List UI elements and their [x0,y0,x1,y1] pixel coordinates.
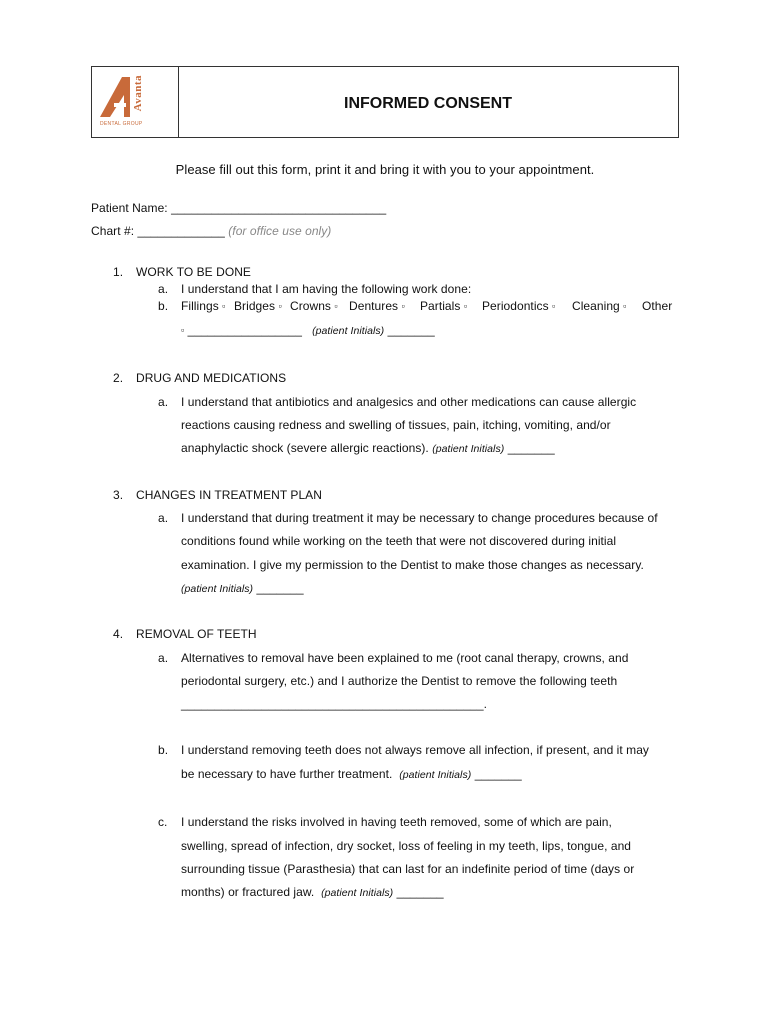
checkbox-icon[interactable]: ▫ [334,301,338,311]
teeth-blank[interactable]: _____________________________________________. [181,697,487,711]
s4-b-line-1: I understand removing teeth does not always remove all infection, if present, and it may [181,743,649,757]
s3-initials [181,581,304,595]
s4-c-line-1: I understand the risks involved in having teeth removed, some of which are pain, [181,815,612,829]
s1-a-text: I understand that I am having the following work done: [181,282,472,296]
option-label: Other [642,299,673,313]
initials-blank[interactable]: _______ [474,767,522,781]
office-use-note: (for office use only) [228,224,332,238]
form-header [91,66,679,138]
initials-label: (patient Initials) [399,769,472,781]
s3-line-2: conditions found while working on the teeth that were not discovered during initial [181,534,617,548]
s2-line-2: reactions causing redness and swelling of tissues, pain, itching, vomiting, and/or [181,418,611,432]
checkbox-icon[interactable]: ▫ [463,301,468,311]
s2-a-marker: a. [158,395,169,409]
checkbox-icon[interactable]: ▫ [181,325,185,335]
patient-name-field[interactable]: Patient Name: ________________________________ [91,201,387,215]
section-3-title: CHANGES IN TREATMENT PLAN [136,488,322,502]
s4-a-marker: a. [158,651,169,665]
section-2-title: DRUG AND MEDICATIONS [136,371,287,385]
s4-c-line-4 [181,885,444,899]
other-row [181,323,435,337]
s4-c-line-4-text: months) or fractured jaw. [181,885,315,899]
section-3-number: 3. [113,488,124,502]
s2-line-3 [181,441,555,455]
section-2-number: 2. [113,371,124,385]
option-periodontics[interactable] [482,299,555,313]
option-bridges[interactable] [234,299,282,313]
initials-label: (patient Initials) [312,325,385,337]
logo [92,67,179,137]
page-title: INFORMED CONSENT [344,95,512,112]
chart-number-field[interactable] [91,224,331,238]
option-label: Bridges [234,299,276,313]
initials-blank[interactable]: _______ [256,581,304,595]
s2-line-3-text: anaphylactic shock (severe allergic reactions). [181,441,429,455]
initials-label: (patient Initials) [181,583,254,595]
logo-subtitle: DENTAL GROUP [100,121,143,127]
s4-c-marker: c. [158,815,168,829]
chart-label: Chart #: _____________ [91,224,229,238]
section-4-title: REMOVAL OF TEETH [136,627,257,641]
checkbox-icon[interactable]: ▫ [278,301,282,311]
option-label: Cleaning [572,299,620,313]
other-blank[interactable]: _________________ [187,323,302,337]
s1-a-marker: a. [158,282,169,296]
checkbox-icon[interactable]: ▫ [552,301,556,311]
option-partials[interactable] [420,299,467,313]
section-4-number: 4. [113,627,124,641]
option-crowns[interactable] [290,299,338,313]
s4-a-line-1: Alternatives to removal have been explained to me (root canal therapy, crowns, and [181,651,629,665]
option-fillings[interactable] [181,299,225,313]
intro-text: Please fill out this form, print it and bring it with you to your appointment. [175,162,595,177]
s4-b-line-2 [181,767,522,781]
initials-blank[interactable]: _______ [387,323,435,337]
s3-line-3: examination. I give my permission to the Dentist to make those changes as necessary. [181,558,644,572]
s4-b-marker: b. [158,743,169,757]
s3-line-1: I understand that during treatment it may be necessary to change procedures because of [181,511,658,525]
option-dentures[interactable] [349,299,405,313]
s4-a-line-2: periodontal surgery, etc.) and I authorize the Dentist to remove the following teeth [181,674,618,688]
checkbox-icon[interactable]: ▫ [222,301,226,311]
initials-blank[interactable]: _______ [507,441,555,455]
s1-b-marker: b. [158,299,169,313]
initials-label: (patient Initials) [321,887,394,899]
option-label: Fillings [181,299,219,313]
option-label: Partials [420,299,461,313]
initials-label: (patient Initials) [432,443,505,455]
s4-c-line-2: swelling, spread of infection, dry socket, loss of feeling in my teeth, lips, tongue, and [181,839,632,853]
checkbox-icon[interactable]: ▫ [623,301,627,311]
section-1-title: WORK TO BE DONE [136,265,251,279]
logo-word: Avanta [132,75,144,112]
option-label: Dentures [349,299,399,313]
initials-blank[interactable]: _______ [396,885,444,899]
s4-b-line-2-text: be necessary to have further treatment. [181,767,393,781]
s2-line-1: I understand that antibiotics and analgesics and other medications can cause allergic [181,395,637,409]
section-1-number: 1. [113,265,124,279]
s4-c-line-3: surrounding tissue (Parasthesia) that can last for an indefinite period of time (days or [181,862,635,876]
option-cleaning[interactable] [572,299,626,313]
checkbox-icon[interactable]: ▫ [401,301,405,311]
option-label: Crowns [290,299,331,313]
s3-a-marker: a. [158,511,169,525]
option-other[interactable] [642,299,672,313]
option-label: Periodontics [482,299,549,313]
